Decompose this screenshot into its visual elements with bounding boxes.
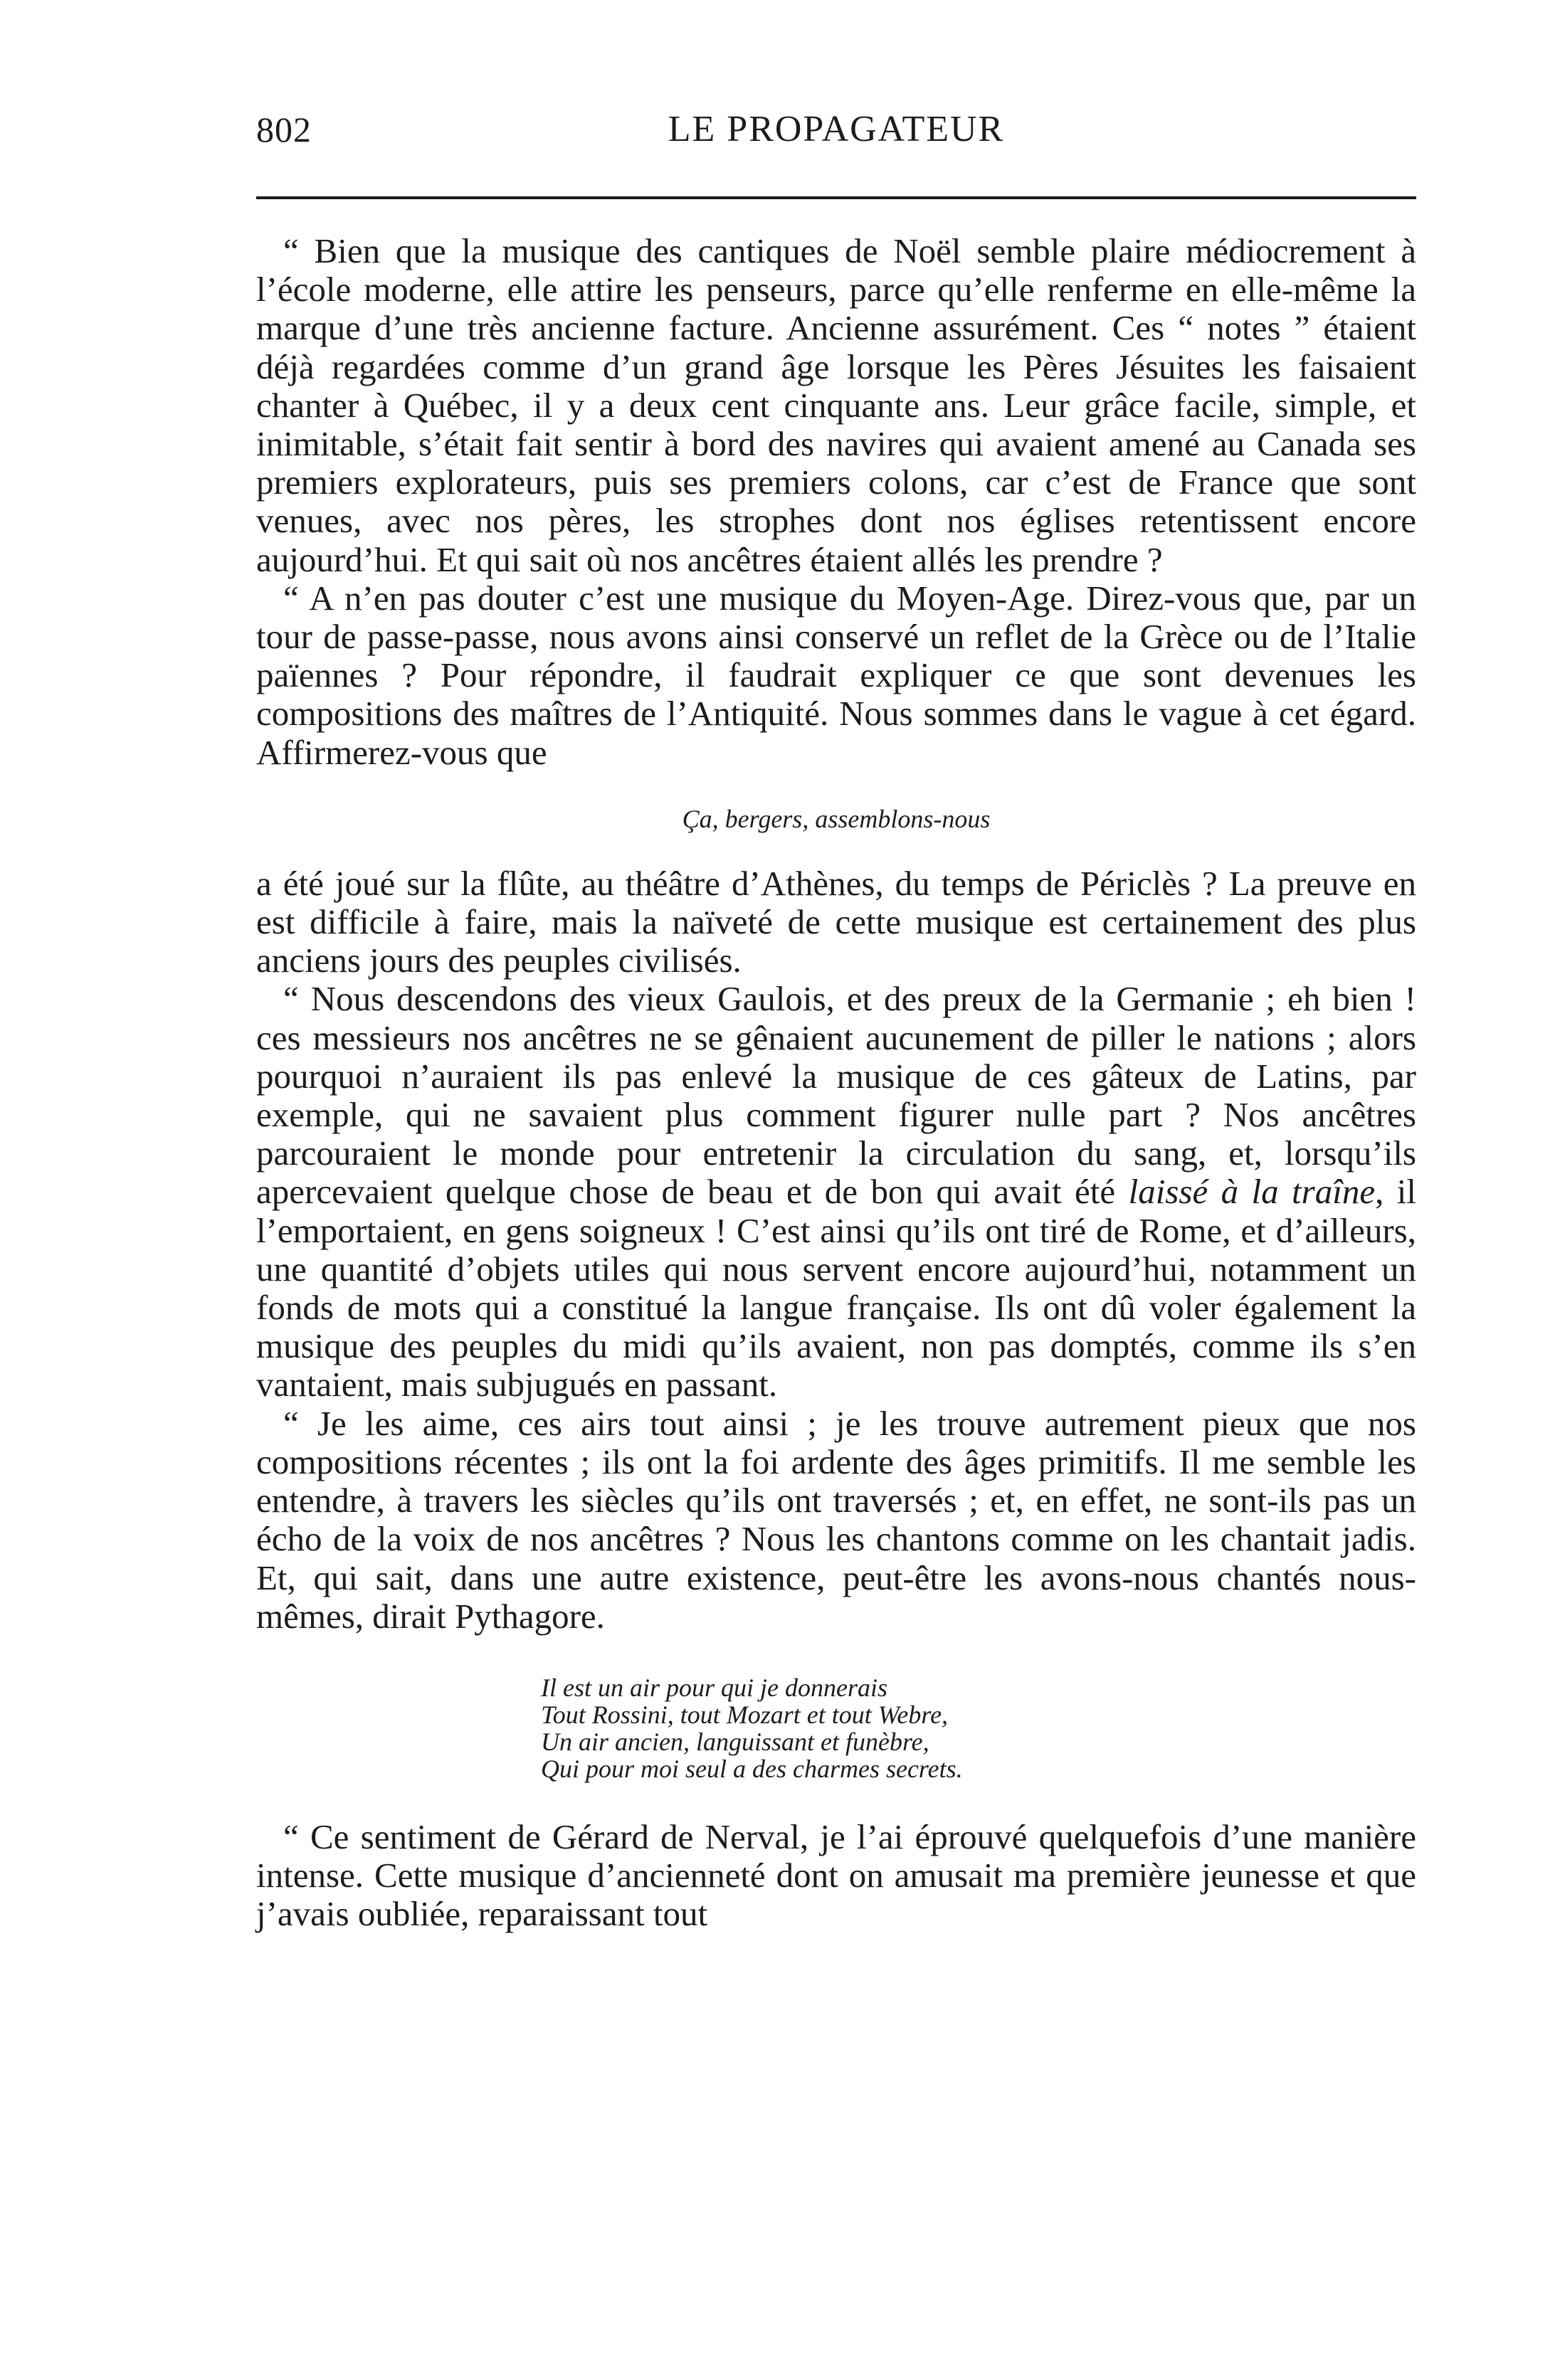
book-page: [256, 107, 1416, 1934]
paragraph-airs-anciens: “ Je les aime, ces airs tout ainsi ; je les trouve autrement pieux que nos compositions récentes ; ils ont la foi ardente des âges primitifs. Il me semble les entendre, à travers les siècles qu’ils ont traversés ; et, en effet, ne sont-ils pas un écho de la voix de nos ancêtres ? Nous les chantons comme on les chantait jadis. Et, qui sait, dans une autre existence, peut-être les avons-nous chantés nous-mêmes, dirait Pythagore.: [256, 1403, 1416, 1636]
page-number: 802: [256, 110, 312, 149]
poem-stanza: [541, 1674, 1416, 1782]
paragraph-gaulois: [256, 980, 1416, 1404]
paragraph-moyen-age: “ A n’en pas douter c’est une musique du Moyen-Age. Direz-vous que, par un tour de passe-passe, nous avons ainsi conservé un reflet de la Grèce ou de l’Italie païennes ? Pour répondre, il faudrait expliquer ce que sont devenues les compositions des maîtres de l’Antiquité. Nous sommes dans le vague à cet égard. Affirmerez-vous que: [256, 578, 1416, 772]
paragraph-flute-athenes: a été joué sur la flûte, au théâtre d’Athènes, du temps de Périclès ? La preuve en est difficile à faire, mais la naïveté de cette musique est certainement des plus anciens jours des peuples civilisés.: [256, 863, 1416, 980]
header-rule: [256, 196, 1416, 199]
paragraph-noel-cantiques: “ Bien que la musique des cantiques de Noël semble plaire médiocrement à l’école moderne, elle attire les penseurs, parce qu’elle renferme en elle-même la marque d’une très ancienne facture. Ancienne assurément. Ces “ notes ” étaient déjà regardées comme d’un grand âge lorsque les Pères Jésuites les faisaient chanter à Québec, il y a deux cent cinquante ans. Leur grâce facile, simple, et inimitable, s’était fait sentir à bord des navires qui avaient amené au Canada ses premiers explorateurs, puis ses premiers colons, car c’est de France que sont venues, avec nos pères, les strophes dont nos églises retentissent encore aujourd’hui. Et qui sait où nos ancêtres étaient allés les prendre ?: [256, 231, 1416, 579]
running-title: LE PROPAGATEUR: [668, 109, 1005, 149]
paragraph-gerard-de-nerval: “ Ce sentiment de Gérard de Nerval, je l’ai éprouvé quelquefois d’une manière intense. Cette musique d’ancienneté dont on amusait ma première jeunesse et que j’avais oubliée, reparaissant tout: [256, 1816, 1416, 1934]
paragraph-gaulois-part-a: “ Nous descendons des vieux Gaulois, et des preux de la Germanie ; eh bien ! ces messieurs nos ancêtres ne se gênaient aucunement de piller le nations ; alors pourquoi n’auraient ils pas enlevé la musique de ces gâteux de Latins, par exemple, qui ne savaient plus comment figurer nulle part ? Nos ancêtres parcouraient le monde pour entretenir la circulation du sang, et, lorsqu’ils apercevaient quelque chose de beau et de bon qui avait été: [256, 979, 1416, 1212]
poem-line: Un air ancien, languissant et funèbre,: [541, 1727, 929, 1756]
page-header: [256, 107, 1416, 157]
paragraph-gaulois-part-b: , il l’emportaient, en gens soigneux ! C’est ainsi qu’ils ont tiré de Rome, et d’ailleurs, une quantité d’objets utiles qui nous servent encore aujourd’hui, notamment un fonds de mots qui a constitué la langue française. Ils ont dû voler également la musique des peuples du midi qu’ils avaient, non pas domptés, comme ils s’en vantaient, mais subjugués en passant.: [256, 1172, 1416, 1405]
poem-line: Qui pour moi seul a des charmes secrets.: [541, 1754, 963, 1783]
poem-line: Il est un air pour qui je donnerais: [541, 1673, 887, 1702]
paragraph-gaulois-emphasis: laissé à la traîne: [1128, 1172, 1376, 1212]
song-title-quote: Ça, bergers, assemblons-nous: [682, 804, 991, 833]
poem-line: Tout Rossini, tout Mozart et tout Webre,: [541, 1700, 949, 1729]
